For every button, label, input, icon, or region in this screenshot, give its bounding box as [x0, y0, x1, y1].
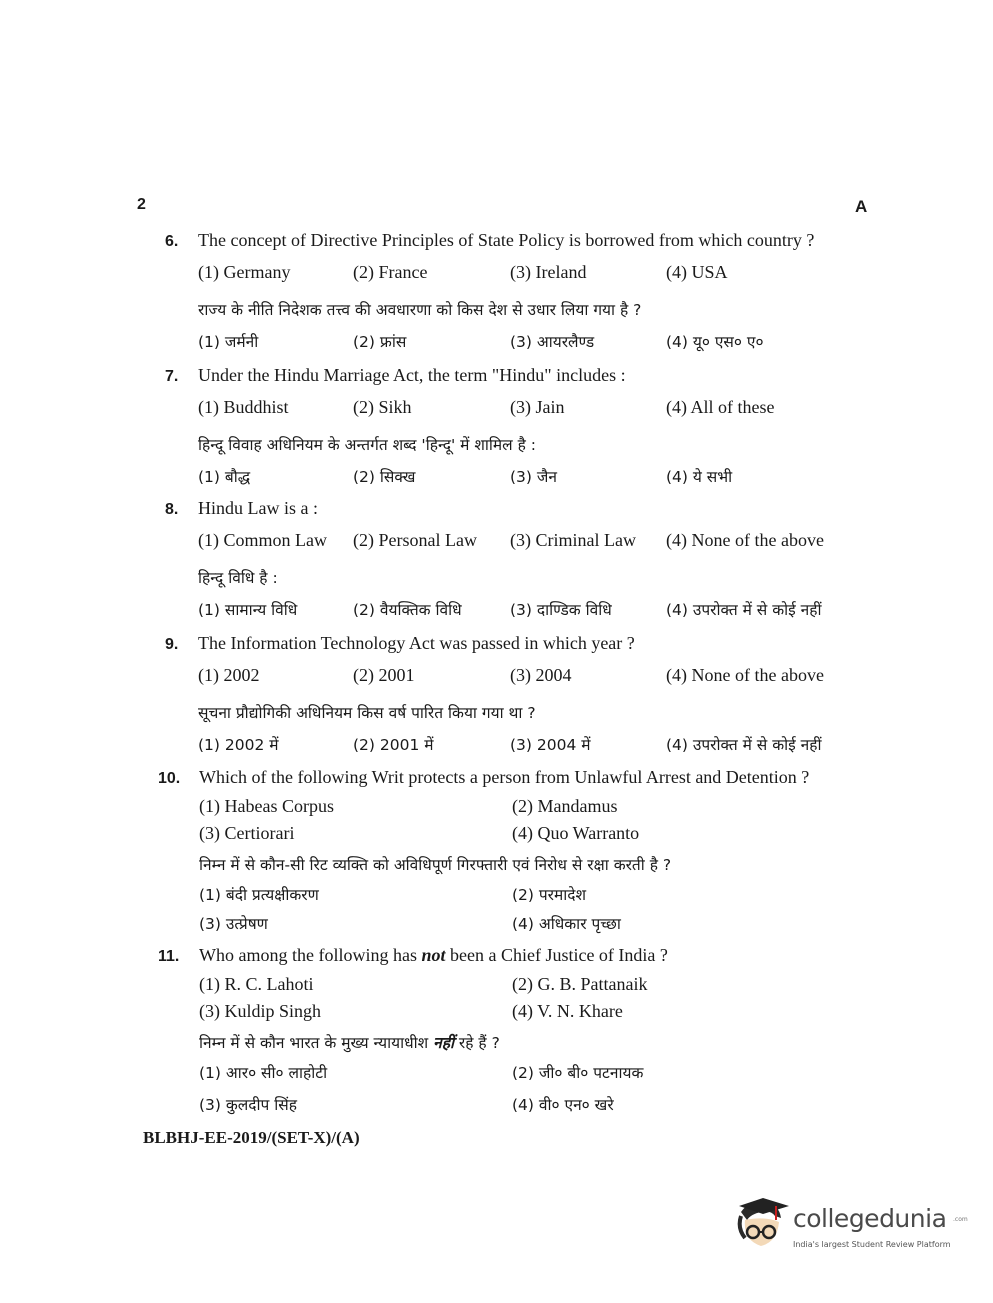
option-1-hi: (1) सामान्य विधि	[198, 601, 298, 619]
option-4: (4) None of the above	[666, 665, 824, 685]
option-3-hi: (3) दाण्डिक विधि	[510, 601, 612, 619]
option-1: (1) Habeas Corpus	[199, 796, 334, 816]
option-2: (2) 2001	[353, 665, 415, 685]
question-text-en: The concept of Directive Principles of State Policy is borrowed from which country ?	[198, 230, 815, 250]
brand-tagline: India's largest Student Review Platform	[793, 1240, 951, 1249]
question-text-hi: सूचना प्रौद्योगिकी अधिनियम किस वर्ष पारित किया गया था ?	[198, 704, 536, 722]
option-4-hi: (4) यू० एस० ए०	[666, 333, 764, 351]
option-4-hi: (4) उपरोक्त में से कोई नहीं	[666, 736, 822, 754]
option-2-hi: (2) जी० बी० पटनायक	[512, 1064, 644, 1082]
option-3-hi: (3) आयरलैण्ड	[510, 333, 595, 351]
option-2-hi: (2) परमादेश	[512, 886, 587, 904]
option-3-hi: (3) जैन	[510, 468, 557, 486]
option-4-hi: (4) ये सभी	[666, 468, 733, 486]
question-text-hi: हिन्दू विधि है :	[198, 569, 278, 587]
option-3-hi: (3) उत्प्रेषण	[199, 915, 268, 933]
question-text-en: Under the Hindu Marriage Act, the term "Hindu" includes :	[198, 365, 626, 385]
option-2-hi: (2) सिक्ख	[353, 468, 416, 486]
option-1: (1) Buddhist	[198, 397, 289, 417]
option-2-hi: (2) फ्रांस	[353, 333, 407, 351]
option-3: (3) Jain	[510, 397, 565, 417]
question-number: 6.	[165, 233, 179, 250]
question-number: 11.	[158, 948, 180, 965]
option-4: (4) All of these	[666, 397, 775, 417]
option-4: (4) USA	[666, 262, 728, 282]
option-3: (3) Ireland	[510, 262, 587, 282]
option-4-hi: (4) अधिकार पृच्छा	[512, 915, 621, 933]
option-3: (3) Criminal Law	[510, 530, 636, 550]
mascot-icon	[735, 1198, 791, 1258]
option-4: (4) None of the above	[666, 530, 824, 550]
option-2: (2) Sikh	[353, 397, 412, 417]
option-2: (2) Personal Law	[353, 530, 477, 550]
set-label: A	[855, 197, 868, 216]
question-number: 10.	[158, 770, 181, 787]
option-1-hi: (1) बौद्ध	[198, 468, 251, 486]
question-text-hi: हिन्दू विवाह अधिनियम के अन्तर्गत शब्द 'हिन्दू' में शामिल है :	[198, 436, 537, 454]
option-2: (2) France	[353, 262, 428, 282]
footer-code: BLBHJ-EE-2019/(SET-X)/(A)	[143, 1128, 360, 1147]
option-1-hi: (1) आर० सी० लाहोटी	[199, 1064, 328, 1082]
question-number: 8.	[165, 501, 179, 518]
brand-name: collegedunia	[793, 1204, 947, 1233]
question-text-en: Who among the following has not been a Chief Justice of India ?	[199, 945, 668, 965]
brand-suffix: .com	[953, 1216, 968, 1223]
option-3: (3) Certiorari	[199, 823, 295, 843]
option-1-hi: (1) 2002 में	[198, 736, 279, 754]
question-text-hi: राज्य के नीति निदेशक तत्त्व की अवधारणा को किस देश से उधार लिया गया है ?	[198, 301, 642, 319]
question-number: 7.	[165, 368, 179, 385]
option-3-hi: (3) 2004 में	[510, 736, 591, 754]
option-2-hi: (2) वैयक्तिक विधि	[353, 601, 462, 619]
option-3: (3) Kuldip Singh	[199, 1001, 322, 1021]
question-text-hi: निम्न में से कौन भारत के मुख्य न्यायाधीश नहीं रहे हैं ?	[199, 1034, 500, 1052]
question-text-en: Which of the following Writ protects a person from Unlawful Arrest and Detention ?	[199, 767, 810, 787]
question-text-hi: निम्न में से कौन-सी रिट व्यक्ति को अविधिपूर्ण गिरफ्तारी एवं निरोध से रक्षा करती है ?	[199, 856, 672, 874]
option-1: (1) 2002	[198, 665, 260, 685]
option-2: (2) G. B. Pattanaik	[512, 974, 648, 994]
option-4-hi: (4) उपरोक्त में से कोई नहीं	[666, 601, 822, 619]
option-1: (1) Germany	[198, 262, 291, 282]
option-1-hi: (1) जर्मनी	[198, 333, 259, 351]
question-number: 9.	[165, 636, 179, 653]
option-3: (3) 2004	[510, 665, 572, 685]
option-2: (2) Mandamus	[512, 796, 618, 816]
page-number: 2	[137, 196, 146, 213]
question-text-en: Hindu Law is a :	[198, 498, 318, 518]
option-1-hi: (1) बंदी प्रत्यक्षीकरण	[199, 886, 319, 904]
option-1: (1) Common Law	[198, 530, 327, 550]
option-4: (4) V. N. Khare	[512, 1001, 623, 1021]
option-4-hi: (4) वी० एन० खरे	[512, 1096, 614, 1114]
option-1: (1) R. C. Lahoti	[199, 974, 314, 994]
collegedunia-logo[interactable]	[735, 1198, 968, 1258]
option-4: (4) Quo Warranto	[512, 823, 640, 843]
option-2-hi: (2) 2001 में	[353, 736, 434, 754]
question-text-en: The Information Technology Act was passed in which year ?	[198, 633, 635, 653]
option-3-hi: (3) कुलदीप सिंह	[199, 1096, 297, 1114]
